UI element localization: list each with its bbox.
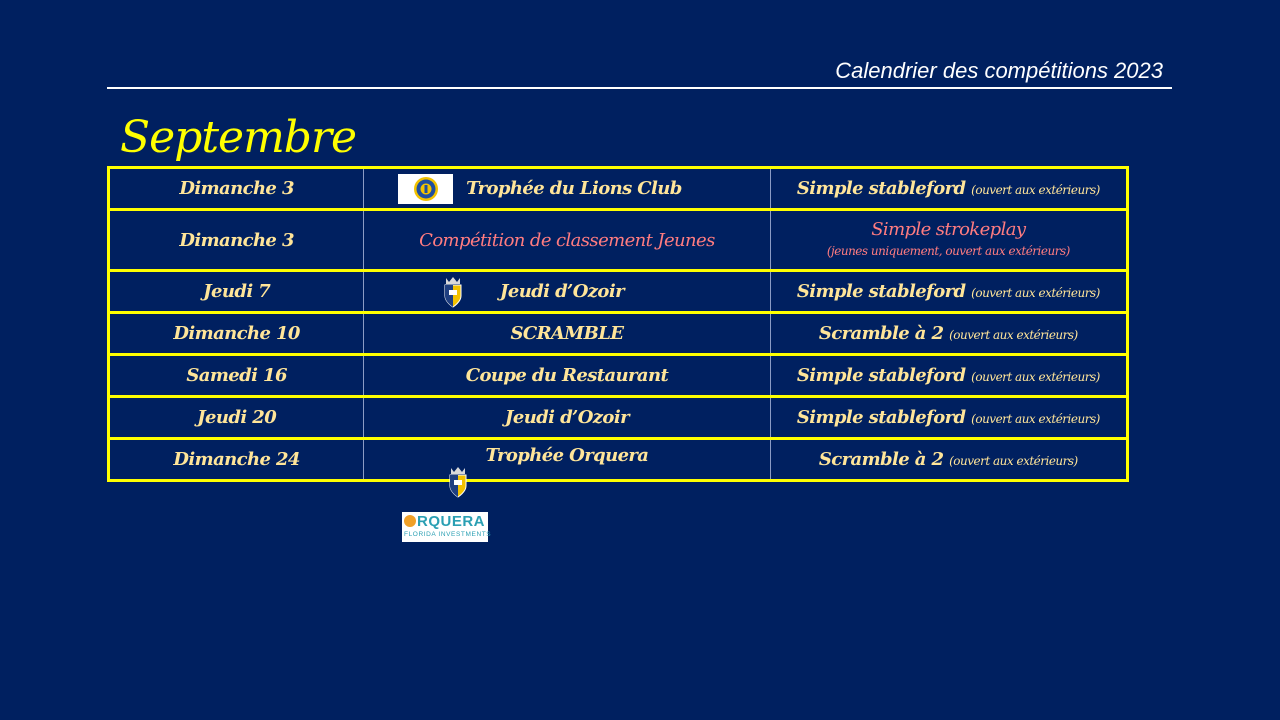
date-cell: Dimanche 3	[109, 168, 364, 210]
table-row	[109, 168, 1128, 210]
format-cell	[770, 168, 1127, 210]
table-row	[109, 355, 1128, 397]
format-name: Simple strokeplay	[871, 218, 1026, 240]
event-cell	[364, 271, 770, 313]
format-cell	[770, 313, 1127, 355]
table-row	[109, 397, 1128, 439]
date-cell: Dimanche 10	[109, 313, 364, 355]
lions-club-logo-icon	[398, 174, 453, 204]
format-cell	[770, 210, 1127, 271]
event-name: Trophée Orquera	[485, 445, 649, 466]
event-name: Trophée du Lions Club	[466, 178, 682, 199]
event-cell: SCRAMBLE	[364, 313, 770, 355]
format-note: (jeunes uniquement, ouvert aux extérieurs)	[826, 243, 1070, 258]
format-note: (ouvert aux extérieurs)	[971, 183, 1100, 197]
format-cell	[770, 439, 1127, 481]
format-note: (ouvert aux extérieurs)	[971, 286, 1100, 300]
orquera-sun-icon	[404, 515, 416, 527]
date-cell: Dimanche 24	[109, 439, 364, 481]
competition-calendar-table	[107, 166, 1129, 482]
table-row	[109, 439, 1128, 481]
event-name: Jeudi d’Ozoir	[499, 281, 624, 302]
month-heading: Septembre	[120, 112, 357, 163]
sponsor-subtitle: FLORIDA INVESTMENTS	[404, 531, 492, 538]
document-title: Calendrier des compétitions 2023	[835, 58, 1163, 83]
format-cell	[770, 355, 1127, 397]
ozoir-crest-icon	[442, 276, 464, 308]
date-cell: Jeudi 7	[109, 271, 364, 313]
table-row	[109, 313, 1128, 355]
format-note: (ouvert aux extérieurs)	[971, 370, 1100, 384]
format-note: (ouvert aux extérieurs)	[949, 328, 1078, 342]
event-cell: Jeudi d’Ozoir	[364, 397, 770, 439]
format-name: Simple stableford	[796, 407, 966, 428]
format-cell	[770, 271, 1127, 313]
orquera-sponsor-logo: RQUERA FLORIDA INVESTMENTS	[402, 512, 488, 542]
format-note: (ouvert aux extérieurs)	[949, 454, 1078, 468]
format-name: Simple stableford	[796, 281, 966, 302]
format-cell	[770, 397, 1127, 439]
format-name: Scramble à 2	[818, 323, 944, 344]
title-divider	[107, 87, 1172, 89]
format-name: Simple stableford	[796, 365, 966, 386]
date-cell: Samedi 16	[109, 355, 364, 397]
table-row	[109, 210, 1128, 271]
event-cell	[364, 168, 770, 210]
date-cell: Jeudi 20	[109, 397, 364, 439]
event-cell	[364, 439, 770, 481]
format-name: Scramble à 2	[818, 449, 944, 470]
table-row	[109, 271, 1128, 313]
ozoir-crest-icon	[447, 466, 469, 498]
event-cell: Compétition de classement Jeunes	[364, 210, 770, 271]
format-note: (ouvert aux extérieurs)	[971, 412, 1100, 426]
event-cell: Coupe du Restaurant	[364, 355, 770, 397]
date-cell: Dimanche 3	[109, 210, 364, 271]
format-name: Simple stableford	[796, 178, 966, 199]
